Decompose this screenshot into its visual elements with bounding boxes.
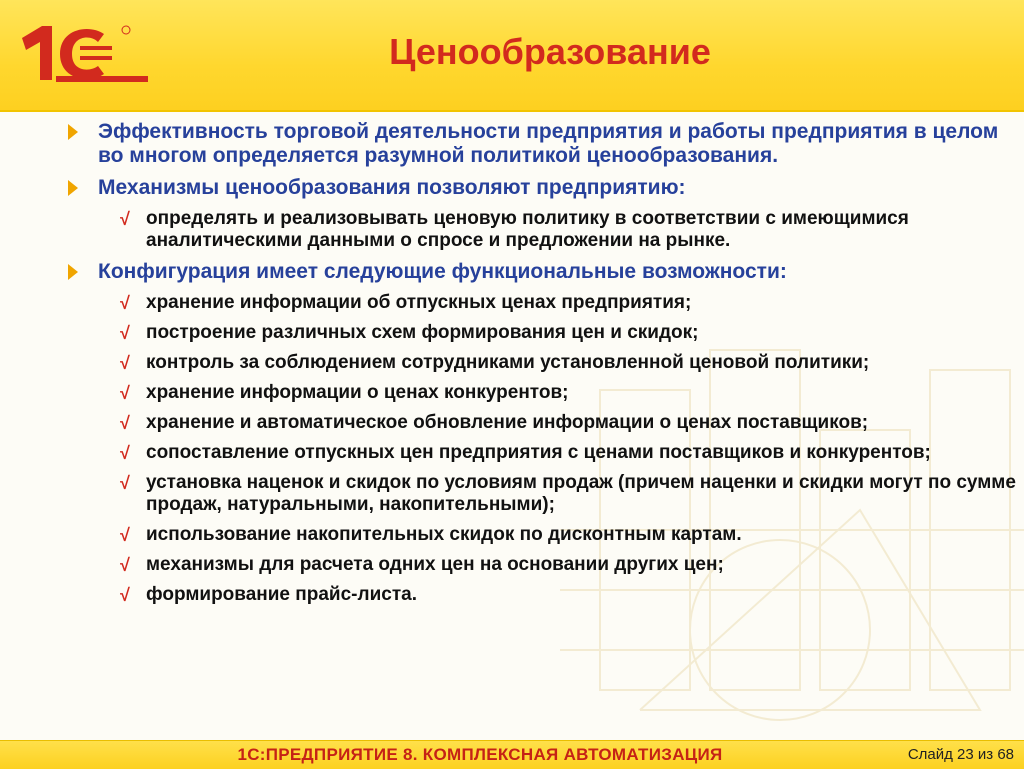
red-check-icon: √ (120, 443, 130, 463)
red-check-icon: √ (120, 555, 130, 575)
sub-item (66, 322, 1016, 344)
bullet-item (66, 260, 1016, 284)
red-check-icon: √ (120, 293, 130, 313)
sub-item-text: контроль за соблюдением сотрудниками установленной ценовой политики; (146, 352, 870, 373)
red-check-icon: √ (120, 383, 130, 403)
sub-item-text: определять и реализовывать ценовую политику в соответствии с имеющимися аналитическими данными о спросе и предложении на рынке. (146, 208, 909, 251)
sub-item (66, 442, 1016, 464)
sub-item-text: сопоставление отпускных цен предприятия с ценами поставщиков и конкурентов; (146, 442, 931, 463)
footer-title: 1С:ПРЕДПРИЯТИЕ 8. КОМПЛЕКСНАЯ АВТОМАТИЗАЦИЯ (237, 745, 723, 764)
header-bar (0, 0, 1024, 112)
sub-item (66, 208, 1016, 252)
orange-triangle-icon (68, 180, 78, 196)
sub-item-text: построение различных схем формирования цен и скидок; (146, 322, 699, 343)
red-check-icon: √ (120, 525, 130, 545)
orange-triangle-icon (68, 264, 78, 280)
bullet-item (66, 176, 1016, 200)
sub-item-text: формирование прайс-листа. (146, 584, 417, 605)
red-check-icon: √ (120, 209, 130, 229)
sub-item-text: хранение информации о ценах конкурентов; (146, 382, 569, 403)
page-title: Ценообразование (389, 31, 711, 72)
red-check-icon: √ (120, 473, 130, 493)
sub-item (66, 292, 1016, 314)
sub-item (66, 382, 1016, 404)
sub-item-text: механизмы для расчета одних цен на основании других цен; (146, 554, 724, 575)
bullet-text: Механизмы ценообразования позволяют предприятию: (98, 176, 686, 199)
sub-item (66, 472, 1016, 516)
sub-item-text: хранение и автоматическое обновление информации о ценах поставщиков; (146, 412, 869, 433)
bullet-text: Конфигурация имеет следующие функциональные возможности: (98, 260, 787, 283)
red-check-icon: √ (120, 585, 130, 605)
sub-item (66, 554, 1016, 576)
bullet-text: Эффективность торговой деятельности предприятия и работы предприятия в целом во многом определяется разумной политикой ценообразования. (98, 120, 999, 167)
sub-item-text: использование накопительных скидок по дисконтным картам. (146, 524, 742, 545)
footer-bar (0, 740, 1024, 769)
red-check-icon: √ (120, 323, 130, 343)
red-check-icon: √ (120, 413, 130, 433)
slide-number: Слайд 23 из 68 (907, 746, 1014, 763)
sub-item (66, 412, 1016, 434)
slide-content (66, 120, 1016, 614)
sub-item (66, 352, 1016, 374)
sub-item-text: хранение информации об отпускных ценах предприятия; (146, 292, 692, 313)
sub-item-text: установка наценок и скидок по условиям продаж (причем наценки и скидки могут по сумме продаж, натуральными, накопительными); (146, 472, 1016, 515)
orange-triangle-icon (68, 124, 78, 140)
sub-item (66, 584, 1016, 606)
sub-item (66, 524, 1016, 546)
bullet-item (66, 120, 1016, 168)
1c-logo (16, 20, 156, 88)
red-check-icon: √ (120, 353, 130, 373)
